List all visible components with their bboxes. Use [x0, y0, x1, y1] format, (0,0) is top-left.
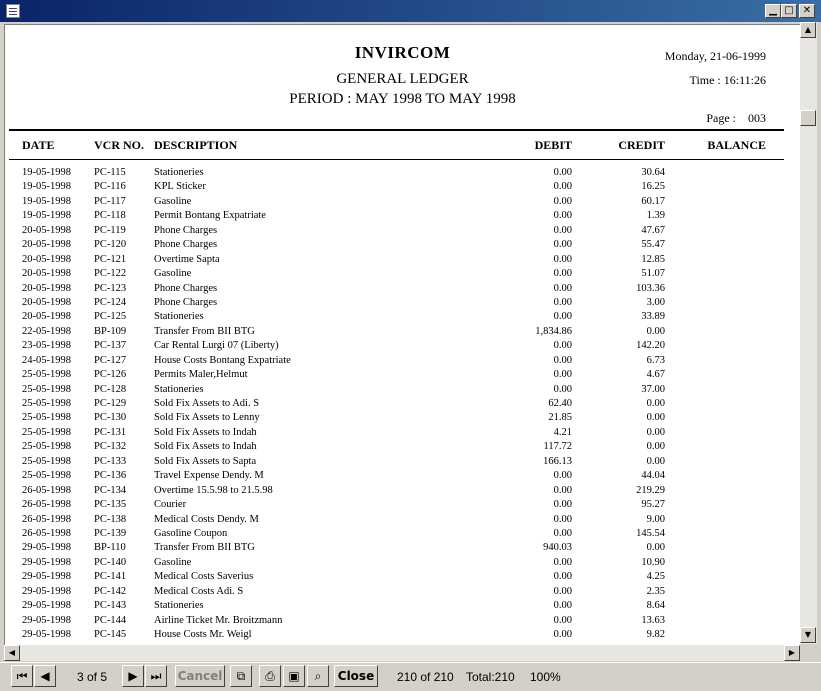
- row-credit: 37.00: [641, 383, 665, 395]
- table-row: [5, 224, 800, 238]
- vertical-scrollbar[interactable]: [800, 22, 817, 644]
- row-credit: 142.20: [636, 340, 665, 352]
- row-debit: 0.00: [553, 484, 572, 496]
- row-description: Stationeries: [154, 167, 204, 178]
- row-debit: 0.00: [553, 224, 572, 236]
- print-button[interactable]: [259, 665, 281, 687]
- search-button[interactable]: [307, 665, 329, 687]
- row-debit: 0.00: [553, 282, 572, 294]
- row-vcr: PC-132: [94, 441, 127, 453]
- row-credit: 9.82: [646, 629, 665, 640]
- row-vcr: PC-131: [94, 426, 127, 438]
- scroll-left-button[interactable]: ◀: [4, 645, 20, 661]
- row-vcr: PC-123: [94, 282, 127, 294]
- row-vcr: PC-134: [94, 484, 127, 496]
- first-page-button[interactable]: [11, 665, 33, 687]
- table-row: [5, 498, 800, 512]
- row-date: 23-05-1998: [22, 340, 71, 352]
- row-vcr: PC-145: [94, 629, 127, 640]
- row-credit: 44.04: [641, 470, 665, 482]
- col-description: DESCRIPTION: [154, 138, 238, 152]
- row-date: 29-05-1998: [22, 571, 71, 583]
- row-description: Stationeries: [154, 600, 204, 612]
- table-row: [5, 310, 800, 324]
- row-debit: 62.40: [548, 398, 572, 409]
- scroll-up-button[interactable]: ▲: [800, 22, 816, 38]
- row-credit: 4.67: [646, 369, 665, 381]
- row-description: Overtime 15.5.98 to 21.5.98: [154, 484, 273, 496]
- row-credit: 1.39: [646, 210, 665, 222]
- window-titlebar: [0, 0, 821, 22]
- minimize-button[interactable]: [765, 4, 781, 18]
- zoom-level: 100%: [530, 670, 561, 684]
- close-button[interactable]: Close: [334, 665, 378, 687]
- table-row: [5, 368, 800, 382]
- row-vcr: PC-141: [94, 571, 127, 583]
- row-description: Phone Charges: [154, 296, 218, 308]
- record-count: 210 of 210: [397, 670, 454, 684]
- row-credit: 0.00: [646, 412, 665, 424]
- row-date: 22-05-1998: [22, 325, 71, 337]
- row-credit: 55.47: [641, 239, 665, 251]
- table-row: [5, 556, 800, 570]
- table-row: [5, 440, 800, 454]
- row-description: Courier: [154, 499, 187, 511]
- row-vcr: PC-120: [94, 239, 127, 251]
- row-debit: 0.00: [553, 181, 572, 193]
- row-vcr: PC-117: [94, 195, 126, 207]
- table-row: [5, 296, 800, 310]
- table-row: [5, 628, 800, 642]
- row-debit: 1,834.86: [535, 325, 572, 337]
- row-date: 29-05-1998: [22, 614, 71, 626]
- row-debit: 117.72: [543, 441, 572, 453]
- row-vcr: PC-130: [94, 412, 127, 424]
- row-date: 26-05-1998: [22, 484, 71, 496]
- export-icon: ▣: [288, 669, 300, 683]
- row-description: Phone Charges: [154, 282, 218, 294]
- table-row: [5, 455, 800, 469]
- row-debit: 0.00: [553, 354, 572, 366]
- row-debit: 166.13: [543, 455, 572, 467]
- next-page-button[interactable]: [122, 665, 144, 687]
- row-date: 25-05-1998: [22, 398, 71, 409]
- company-name: INVIRCOM: [354, 43, 451, 62]
- table-row: [5, 339, 800, 353]
- total-count: Total:210: [466, 670, 515, 684]
- row-description: Medical Costs Saverius: [154, 571, 254, 583]
- row-description: Gasoline: [154, 556, 192, 568]
- table-row: [5, 570, 800, 584]
- row-description: Gasoline: [154, 268, 192, 280]
- table-row: [5, 411, 800, 425]
- row-credit: 51.07: [641, 268, 665, 280]
- row-credit: 33.89: [641, 311, 665, 323]
- row-debit: 0.00: [553, 527, 572, 539]
- row-vcr: PC-125: [94, 311, 127, 323]
- row-credit: 60.17: [641, 195, 665, 207]
- row-vcr: PC-140: [94, 556, 127, 568]
- row-debit: 940.03: [543, 542, 572, 554]
- col-credit: CREDIT: [618, 138, 665, 152]
- row-vcr: PC-142: [94, 585, 127, 597]
- row-date: 25-05-1998: [22, 383, 71, 395]
- close-icon: ✕: [802, 5, 812, 16]
- row-description: Medical Costs Adi. S: [154, 585, 244, 597]
- row-debit: 0.00: [553, 614, 572, 626]
- row-debit: 0.00: [553, 167, 572, 178]
- row-vcr: PC-137: [94, 340, 127, 352]
- table-row: [5, 527, 800, 541]
- row-date: 25-05-1998: [22, 412, 71, 424]
- row-date: 29-05-1998: [22, 556, 71, 568]
- row-credit: 4.25: [646, 571, 665, 583]
- close-window-button[interactable]: [799, 4, 815, 18]
- row-description: Sold Fix Assets to Indah: [154, 426, 257, 438]
- table-row: [5, 541, 800, 555]
- row-vcr: PC-115: [94, 167, 126, 178]
- row-vcr: PC-124: [94, 296, 127, 308]
- table-row: [5, 325, 800, 339]
- row-description: House Costs Mr. Weigl: [154, 629, 252, 640]
- row-credit: 145.54: [636, 527, 665, 539]
- row-vcr: PC-144: [94, 614, 127, 626]
- row-date: 25-05-1998: [22, 470, 71, 482]
- row-description: Travel Expense Dendy. M: [154, 470, 264, 482]
- row-vcr: PC-129: [94, 398, 127, 409]
- row-vcr: PC-126: [94, 369, 127, 381]
- row-vcr: BP-110: [94, 542, 126, 554]
- preview-toolbar: [0, 662, 821, 691]
- group-tree-icon: ⧉: [236, 669, 246, 683]
- row-description: House Costs Bontang Expatriate: [154, 354, 291, 366]
- row-date: 26-05-1998: [22, 527, 71, 539]
- row-debit: 0.00: [553, 383, 572, 395]
- row-debit: 0.00: [553, 600, 572, 612]
- page-label: Page :: [706, 111, 736, 125]
- row-credit: 6.73: [646, 354, 665, 366]
- table-row: [5, 469, 800, 483]
- table-row: [5, 585, 800, 599]
- row-description: Stationeries: [154, 311, 204, 323]
- row-debit: 0.00: [553, 253, 572, 265]
- row-vcr: PC-143: [94, 600, 127, 612]
- report-title: GENERAL LEDGER: [336, 71, 469, 87]
- row-date: 19-05-1998: [22, 195, 71, 207]
- col-debit: DEBIT: [534, 138, 572, 152]
- row-date: 25-05-1998: [22, 426, 71, 438]
- row-description: Sold Fix Assets to Adi. S: [154, 398, 260, 409]
- row-debit: 0.00: [553, 499, 572, 511]
- row-vcr: BP-109: [94, 325, 127, 337]
- row-debit: 0.00: [553, 311, 572, 323]
- row-credit: 0.00: [646, 455, 665, 467]
- row-description: Sold Fix Assets to Sapta: [154, 455, 257, 467]
- last-page-button[interactable]: [145, 665, 167, 687]
- row-debit: 0.00: [553, 296, 572, 308]
- row-date: 19-05-1998: [22, 210, 71, 222]
- maximize-button[interactable]: [781, 4, 797, 18]
- row-vcr: PC-139: [94, 527, 127, 539]
- row-debit: 0.00: [553, 470, 572, 482]
- export-button[interactable]: [283, 665, 305, 687]
- row-debit: 0.00: [553, 340, 572, 352]
- row-date: 20-05-1998: [22, 296, 71, 308]
- ledger-rows: [5, 166, 800, 642]
- table-row: [5, 599, 800, 613]
- row-date: 19-05-1998: [22, 181, 71, 193]
- row-credit: 0.00: [646, 426, 665, 438]
- table-row: [5, 426, 800, 440]
- cancel-button[interactable]: Cancel: [175, 665, 225, 687]
- row-credit: 9.00: [646, 513, 665, 525]
- row-date: 29-05-1998: [22, 542, 71, 554]
- row-date: 29-05-1998: [22, 629, 71, 640]
- report-date: Monday, 21-06-1999: [664, 49, 766, 63]
- row-date: 29-05-1998: [22, 585, 71, 597]
- page-indicator: 3 of 5: [77, 670, 108, 684]
- row-credit: 103.36: [636, 282, 665, 294]
- row-credit: 12.85: [641, 253, 665, 265]
- app-icon[interactable]: [6, 4, 20, 18]
- table-row: [5, 484, 800, 498]
- row-description: Phone Charges: [154, 239, 218, 251]
- row-debit: 0.00: [553, 195, 572, 207]
- row-description: Gasoline: [154, 195, 192, 207]
- row-description: Permits Maler,Helmut: [154, 369, 248, 381]
- row-debit: 0.00: [553, 210, 572, 222]
- row-date: 20-05-1998: [22, 224, 71, 236]
- first-page-icon: ⏮: [16, 669, 28, 683]
- row-debit: 0.00: [553, 571, 572, 583]
- last-page-icon: ⏭: [150, 669, 162, 683]
- report-period: PERIOD : MAY 1998 TO MAY 1998: [289, 91, 516, 107]
- row-date: 26-05-1998: [22, 513, 71, 525]
- report-page: [4, 24, 800, 645]
- row-debit: 0.00: [553, 556, 572, 568]
- row-vcr: PC-122: [94, 268, 127, 280]
- row-credit: 13.63: [641, 614, 665, 626]
- row-debit: 0.00: [553, 513, 572, 525]
- row-date: 20-05-1998: [22, 253, 71, 265]
- table-row: [5, 513, 800, 527]
- table-row: [5, 397, 800, 411]
- table-row: [5, 238, 800, 252]
- row-credit: 8.64: [646, 600, 665, 612]
- page-number: 003: [748, 111, 766, 125]
- row-vcr: PC-119: [94, 224, 126, 236]
- row-description: Transfer From BII BTG: [154, 542, 255, 554]
- row-vcr: PC-138: [94, 513, 127, 525]
- row-credit: 219.29: [636, 484, 665, 496]
- row-date: 19-05-1998: [22, 167, 71, 178]
- print-icon: ⎙: [265, 669, 275, 683]
- row-date: 25-05-1998: [22, 455, 71, 467]
- minimize-icon: ▁: [769, 5, 777, 16]
- report-time: Time : 16:11:26: [689, 73, 766, 87]
- row-vcr: PC-116: [94, 181, 126, 193]
- table-row: [5, 282, 800, 296]
- table-row: [5, 383, 800, 397]
- row-date: 25-05-1998: [22, 441, 71, 453]
- row-description: Medical Costs Dendy. M: [154, 513, 259, 525]
- table-row: [5, 267, 800, 281]
- row-description: Gasoline Coupon: [154, 527, 228, 539]
- search-icon: ⌕: [314, 669, 322, 683]
- row-credit: 47.67: [641, 224, 665, 236]
- header-top-line: [9, 129, 784, 131]
- row-vcr: PC-127: [94, 354, 127, 366]
- row-credit: 0.00: [646, 325, 665, 337]
- row-vcr: PC-133: [94, 455, 127, 467]
- report-page-info: [706, 111, 766, 126]
- table-row: [5, 180, 800, 194]
- row-debit: 0.00: [553, 585, 572, 597]
- row-vcr: PC-128: [94, 383, 127, 395]
- col-date: DATE: [22, 138, 55, 152]
- row-credit: 16.25: [641, 181, 665, 193]
- row-credit: 30.64: [641, 167, 665, 178]
- maximize-icon: □: [784, 5, 794, 16]
- row-date: 20-05-1998: [22, 282, 71, 294]
- horizontal-scrollbar[interactable]: [4, 645, 800, 661]
- col-vcr: VCR NO.: [94, 138, 144, 152]
- row-date: 20-05-1998: [22, 268, 71, 280]
- row-credit: 0.00: [646, 398, 665, 409]
- row-credit: 3.00: [646, 296, 665, 308]
- row-debit: 21.85: [548, 412, 572, 424]
- row-description: Sold Fix Assets to Lenny: [154, 412, 260, 424]
- table-row: [5, 166, 800, 180]
- row-description: Transfer From BII BTG: [154, 325, 255, 337]
- row-description: Overtime Sapta: [154, 253, 220, 265]
- row-debit: 4.21: [553, 426, 572, 438]
- next-page-icon: ▶: [128, 669, 138, 683]
- table-row: [5, 253, 800, 267]
- row-date: 24-05-1998: [22, 354, 71, 366]
- row-vcr: PC-136: [94, 470, 127, 482]
- row-description: Stationeries: [154, 383, 204, 395]
- row-debit: 0.00: [553, 369, 572, 381]
- row-vcr: PC-118: [94, 210, 126, 222]
- table-row: [5, 195, 800, 209]
- row-date: 25-05-1998: [22, 369, 71, 381]
- row-description: Permit Bontang Expatriate: [154, 210, 266, 222]
- prev-page-icon: ◀: [40, 669, 50, 683]
- row-credit: 0.00: [646, 542, 665, 554]
- scroll-thumb[interactable]: [800, 110, 816, 126]
- scroll-right-button[interactable]: ▶: [784, 645, 800, 661]
- row-debit: 0.00: [553, 239, 572, 251]
- row-debit: 0.00: [553, 629, 572, 640]
- table-row: [5, 614, 800, 628]
- row-vcr: PC-135: [94, 499, 127, 511]
- row-description: KPL Sticker: [154, 181, 206, 193]
- row-debit: 0.00: [553, 268, 572, 280]
- group-tree-button[interactable]: [230, 665, 252, 687]
- row-date: 26-05-1998: [22, 499, 71, 511]
- table-row: [5, 354, 800, 368]
- col-balance: BALANCE: [707, 138, 766, 152]
- row-credit: 0.00: [646, 441, 665, 453]
- row-description: Car Rental Lurgi 07 (Liberty): [154, 340, 279, 352]
- prev-page-button[interactable]: [34, 665, 56, 687]
- row-credit: 10.90: [641, 556, 665, 568]
- row-description: Sold Fix Assets to Indah: [154, 441, 257, 453]
- row-credit: 2.35: [646, 585, 665, 597]
- row-date: 29-05-1998: [22, 600, 71, 612]
- row-description: Phone Charges: [154, 224, 218, 236]
- row-date: 20-05-1998: [22, 311, 71, 323]
- scroll-down-button[interactable]: ▼: [800, 627, 816, 643]
- row-credit: 95.27: [641, 499, 665, 511]
- row-description: Airline Ticket Mr. Broitzmann: [154, 614, 283, 626]
- row-vcr: PC-121: [94, 253, 127, 265]
- table-row: [5, 209, 800, 223]
- row-date: 20-05-1998: [22, 239, 71, 251]
- header-bottom-line: [9, 159, 784, 160]
